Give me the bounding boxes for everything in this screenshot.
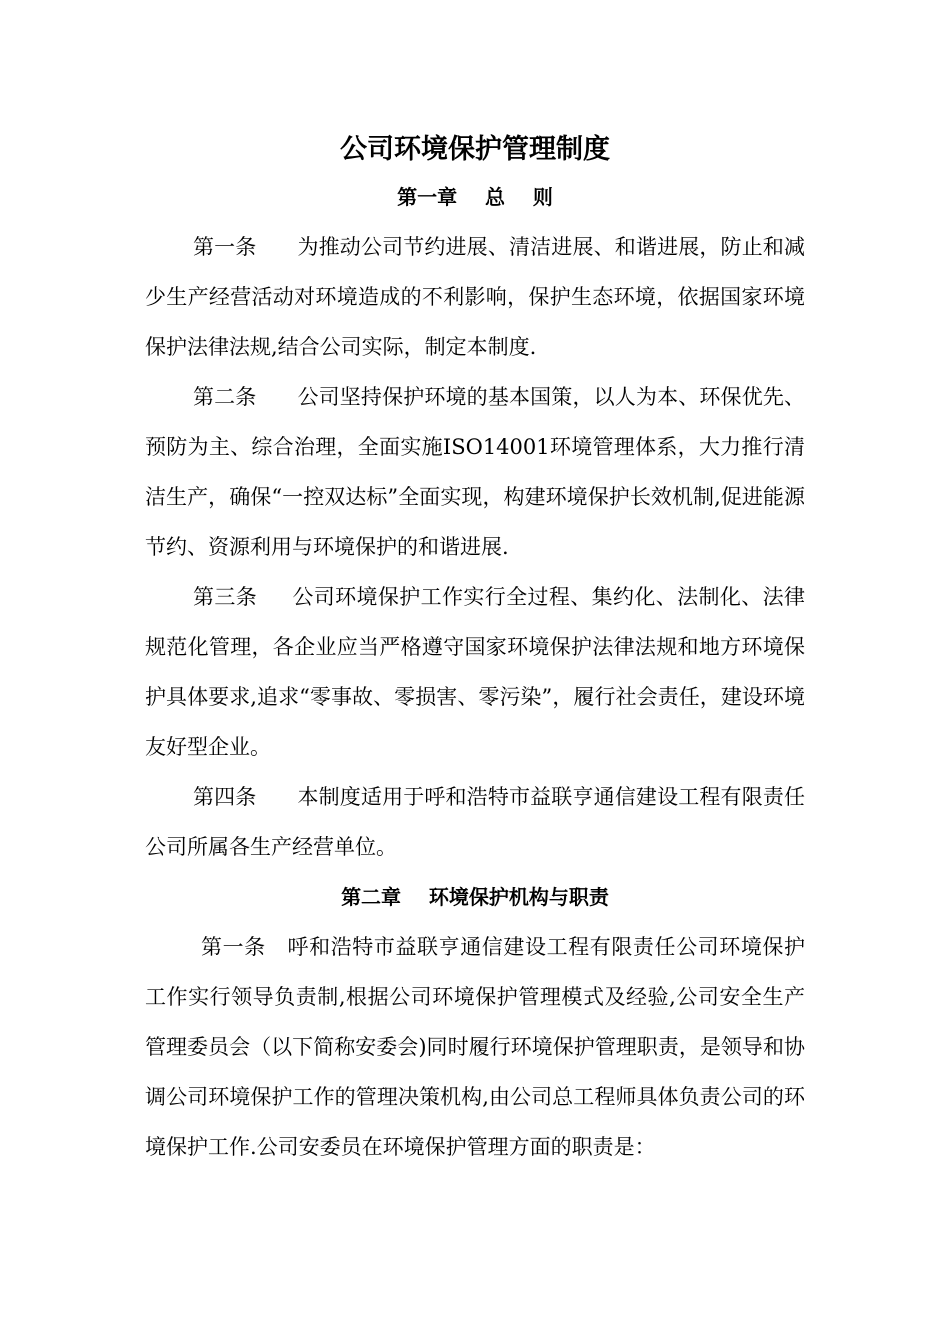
article-1-4 [145, 772, 805, 872]
article-number: 第一条 [201, 935, 288, 959]
article-2-1 [145, 922, 805, 1172]
article-number: 第三条 [193, 585, 293, 609]
article-1-2 [145, 372, 805, 572]
article-text: 呼和浩特市益联亨通信建设工程有限责任公司环境保护工作实行领导负责制,根据公司环境保护管理模式及经验,公司安全生产管理委员会（以下简称安委会)同时履行环境保护管理职责，是领导和协调公司环境保护工作的管理决策机构,由公司总工程师具体负责公司的环境保护工作.公司安委员在环境保护管理方面的职责是： [145, 935, 806, 1159]
article-number: 第一条 [193, 235, 298, 259]
document-page [145, 128, 805, 1172]
article-number: 第二条 [193, 385, 298, 409]
article-text: 为推动公司节约进展、清洁进展、和谐进展，防止和减少生产经营活动对环境造成的不利影响，保护生态环境，依据国家环境保护法律法规,结合公司实际，制定本制度. [145, 235, 805, 359]
article-text: 公司环境保护工作实行全过程、集约化、法制化、法律规范化管理，各企业应当严格遵守国家环境保护法律法规和地方环境保护具体要求,追求“零事故、零损害、零污染”，履行社会责任，建设环境友好型企业。 [145, 585, 805, 759]
article-1-3 [145, 572, 805, 772]
article-text: 公司坚持保护环境的基本国策，以人为本、环保优先、预防为主、综合治理，全面实施ISO14001环境管理体系，大力推行清洁生产，确保“一控双达标”全面实现，构建环境保护长效机制,促进能源节约、资源利用与环境保护的和谐进展. [145, 385, 805, 559]
chapter-heading-2: 第二章 环境保护机构与职责 [341, 885, 609, 909]
article-1-1 [145, 222, 805, 372]
document-title: 公司环境保护管理制度 [340, 134, 610, 165]
chapter-heading-1: 第一章 总 则 [397, 185, 553, 209]
article-text: 本制度适用于呼和浩特市益联亨通信建设工程有限责任公司所属各生产经营单位。 [145, 785, 805, 859]
article-number: 第四条 [193, 785, 298, 809]
